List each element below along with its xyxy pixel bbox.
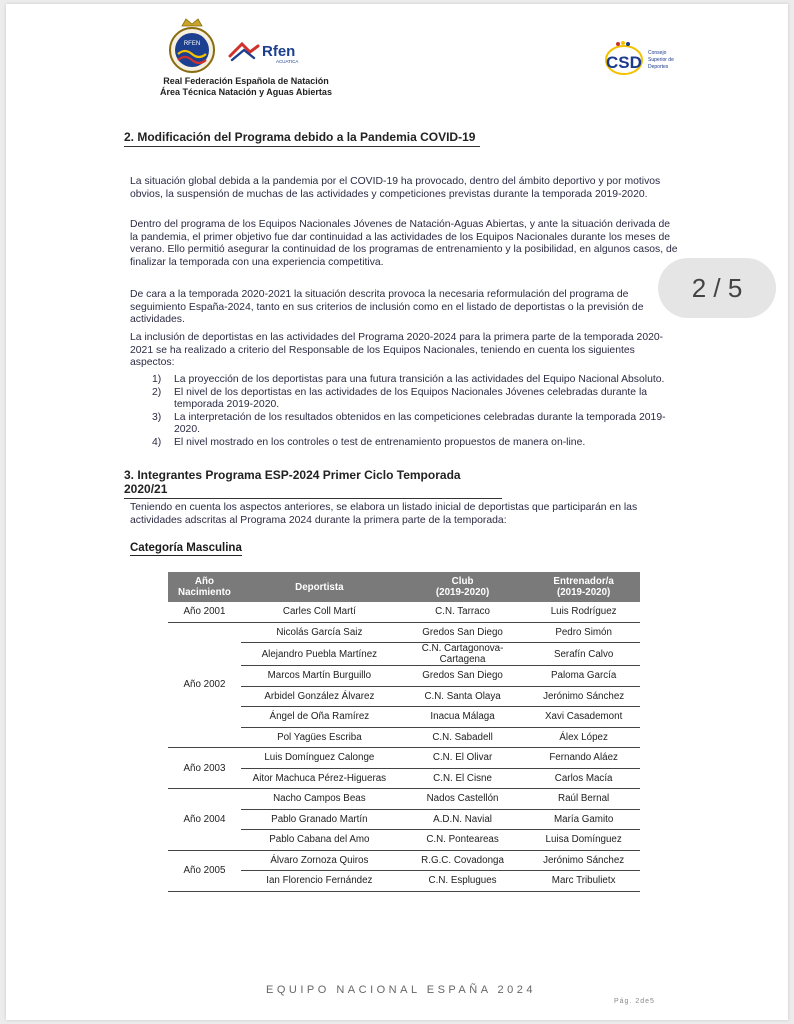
club-cell: C.N. Sabadell — [398, 727, 527, 748]
header-coach — [527, 572, 640, 602]
section-2-paragraph-4: La inclusión de deportistas en las actividades del Programa 2020-2024 para la primera parte de la temporada 2020-2021 se ha realizado a criterio del Responsable de los Equipos Nacionales, teniendo en cuenta los siguientes aspectos: — [130, 332, 664, 369]
header-text: (2019-2020) — [556, 587, 611, 598]
club-cell: Gredos San Diego — [398, 622, 527, 643]
header-athlete: Deportista — [241, 572, 398, 602]
header-text: Entrenador/a — [553, 576, 614, 587]
rfen-wordmark-logo — [228, 38, 318, 66]
athlete-name-cell: Pol Yagües Escriba — [241, 727, 398, 748]
table-row — [168, 748, 640, 769]
category-title: Categoría Masculina — [130, 542, 242, 554]
document-page — [6, 4, 788, 1020]
coach-cell: Marc Tribulietx — [527, 871, 640, 892]
rfen-logo-text: Rfen — [262, 43, 296, 60]
criteria-text: La interpretación de los resultados obtenidos en las competiciones celebradas durante la temporada 2019-2020. — [174, 411, 666, 436]
section-3-title: 3. Integrantes Programa ESP-2024 Primer Ciclo Temporada 2020/21 — [124, 468, 502, 499]
csd-sub-3: Deportes — [648, 64, 669, 70]
org-name-line: Real Federación Española de Natación — [163, 76, 329, 86]
club-cell: Gredos San Diego — [398, 666, 527, 687]
criteria-text: El nivel mostrado en los controles o test de entrenamiento propuestos de manera on-line. — [174, 436, 586, 448]
criteria-number: 1) — [152, 374, 162, 385]
crest-text: RFEN — [183, 41, 201, 47]
table-row — [168, 850, 640, 871]
criteria-list — [152, 374, 682, 450]
csd-sub-2: Superior de — [648, 57, 674, 63]
table-row — [168, 622, 640, 643]
club-cell: C.N. Santa Olaya — [398, 686, 527, 707]
athlete-name-cell: Nacho Campos Beas — [241, 789, 398, 810]
criteria-number: 3) — [152, 411, 162, 423]
club-cell: C.N. Ponteareas — [398, 830, 527, 851]
header-text: (2019-2020) — [435, 587, 490, 598]
table-header-row — [168, 572, 640, 602]
birth-year-cell: Año 2004 — [168, 789, 241, 851]
csd-sub-1: Consejo — [648, 50, 667, 56]
criteria-item — [152, 374, 682, 387]
coach-cell: Raúl Bernal — [527, 789, 640, 810]
table-row — [168, 602, 640, 622]
club-cell: C.N. Tarraco — [398, 602, 527, 622]
section-2-paragraph-3: De cara a la temporada 2020-2021 la situación descrita provoca la necesaria reformulación del programa de seguimiento España-2024, tanto en sus criterios de inclusión como en el listado de deportistas o la previsión de actividades. — [130, 289, 644, 326]
csd-logo-text: CSD — [606, 53, 642, 72]
athlete-name-cell: Carles Coll Martí — [241, 602, 398, 622]
coach-cell: Jerónimo Sánchez — [527, 850, 640, 871]
header-birth-year — [168, 572, 241, 602]
athlete-name-cell: Ángel de Oña Ramírez — [241, 707, 398, 728]
athlete-name-cell: Alejandro Puebla Martínez — [241, 643, 398, 666]
header-club — [398, 572, 527, 602]
criteria-text: La proyección de los deportistas para una futura transición a las actividades del Equipo Nacional Absoluto. — [174, 374, 665, 385]
rfen-logo-sub: ACUATICA — [276, 59, 299, 64]
page-indicator: 2 / 5 — [658, 258, 776, 318]
birth-year-cell: Año 2003 — [168, 748, 241, 789]
section-2-paragraph-1: La situación global debida a la pandemia por el COVID-19 ha provocado, dentro del ámbito deportivo y por motivos obvios, la suspensión de muchas de las actividades y competiciones previstas durante la temporada 2019-2020. — [130, 176, 661, 200]
table-body — [168, 602, 640, 891]
section-3-paragraph: Teniendo en cuenta los aspectos anteriores, se elabora un listado inicial de deportistas que participarán en las actividades adscritas al Programa 2024 durante la primera parte de la temporada: — [130, 502, 638, 526]
club-cell: A.D.N. Navial — [398, 809, 527, 830]
club-cell: C.N. El Olivar — [398, 748, 527, 769]
coach-cell: Jerónimo Sánchez — [527, 686, 640, 707]
coach-cell: Álex López — [527, 727, 640, 748]
coach-cell: Luis Rodríguez — [527, 602, 640, 622]
athlete-name-cell: Aitor Machuca Pérez-Higueras — [241, 768, 398, 789]
club-cell: C.N. El Cisne — [398, 768, 527, 789]
section-2-title: 2. Modificación del Programa debido a la Pandemia COVID-19 — [124, 130, 480, 147]
athlete-name-cell: Álvaro Zornoza Quiros — [241, 850, 398, 871]
athlete-name-cell: Marcos Martín Burguillo — [241, 666, 398, 687]
club-cell: Inacua Málaga — [398, 707, 527, 728]
csd-logo — [604, 40, 688, 84]
footer-title: EQUIPO NACIONAL ESPAÑA 2024 — [266, 984, 536, 996]
birth-year-cell: Año 2001 — [168, 602, 241, 622]
criteria-number: 4) — [152, 436, 162, 448]
table-row — [168, 789, 640, 810]
section-2-paragraph-2: Dentro del programa de los Equipos Nacionales Jóvenes de Natación-Aguas Abiertas, y ante la situación derivada de la pandemia, el primer objetivo fue dar continuidad a las actividades de los Equipos Nacionales durante los meses de verano. Ello permitió asegurar la continuidad de los programas de entrenamiento y la posibilidad, en algunos casos, de finalizar la temporada con una experiencia competitiva. — [130, 219, 678, 268]
coach-cell: Xavi Casademont — [527, 707, 640, 728]
coach-cell: Serafín Calvo — [527, 643, 640, 666]
coach-cell: María Gamito — [527, 809, 640, 830]
club-cell: Nados Castellón — [398, 789, 527, 810]
athlete-name-cell: Luis Domínguez Calonge — [241, 748, 398, 769]
athlete-name-cell: Nicolás García Saiz — [241, 622, 398, 643]
coach-cell: Fernando Aláez — [527, 748, 640, 769]
criteria-item — [152, 412, 682, 437]
criteria-text: El nivel de los deportistas en las actividades de los Equipos Nacionales Jóvenes celebradas durante la temporada 2019-2020. — [174, 386, 648, 411]
criteria-item — [152, 387, 682, 412]
athlete-name-cell: Ian Florencio Fernández — [241, 871, 398, 892]
coach-cell: Paloma García — [527, 666, 640, 687]
club-cell: R.G.C. Covadonga — [398, 850, 527, 871]
footer-page-number: Pág. 2de5 — [614, 998, 655, 1005]
rfen-crest-logo — [164, 16, 220, 74]
birth-year-cell: Año 2005 — [168, 850, 241, 891]
club-cell: C.N. Esplugues — [398, 871, 527, 892]
criteria-number: 2) — [152, 386, 162, 398]
club-cell: C.N. Cartagonova-Cartagena — [398, 643, 527, 666]
header-text: Nacimiento — [178, 587, 231, 598]
header-text: Club — [451, 576, 474, 587]
coach-cell: Carlos Macía — [527, 768, 640, 789]
coach-cell: Pedro Simón — [527, 622, 640, 643]
birth-year-cell: Año 2002 — [168, 622, 241, 748]
coach-cell: Luisa Domínguez — [527, 830, 640, 851]
athlete-name-cell: Arbidel González Álvarez — [241, 686, 398, 707]
org-department-line: Área Técnica Natación y Aguas Abiertas — [160, 87, 332, 97]
athlete-roster-table — [168, 572, 640, 892]
athlete-name-cell: Pablo Cabana del Amo — [241, 830, 398, 851]
criteria-item — [152, 437, 682, 450]
athlete-name-cell: Pablo Granado Martín — [241, 809, 398, 830]
header-text: Año — [194, 576, 214, 587]
